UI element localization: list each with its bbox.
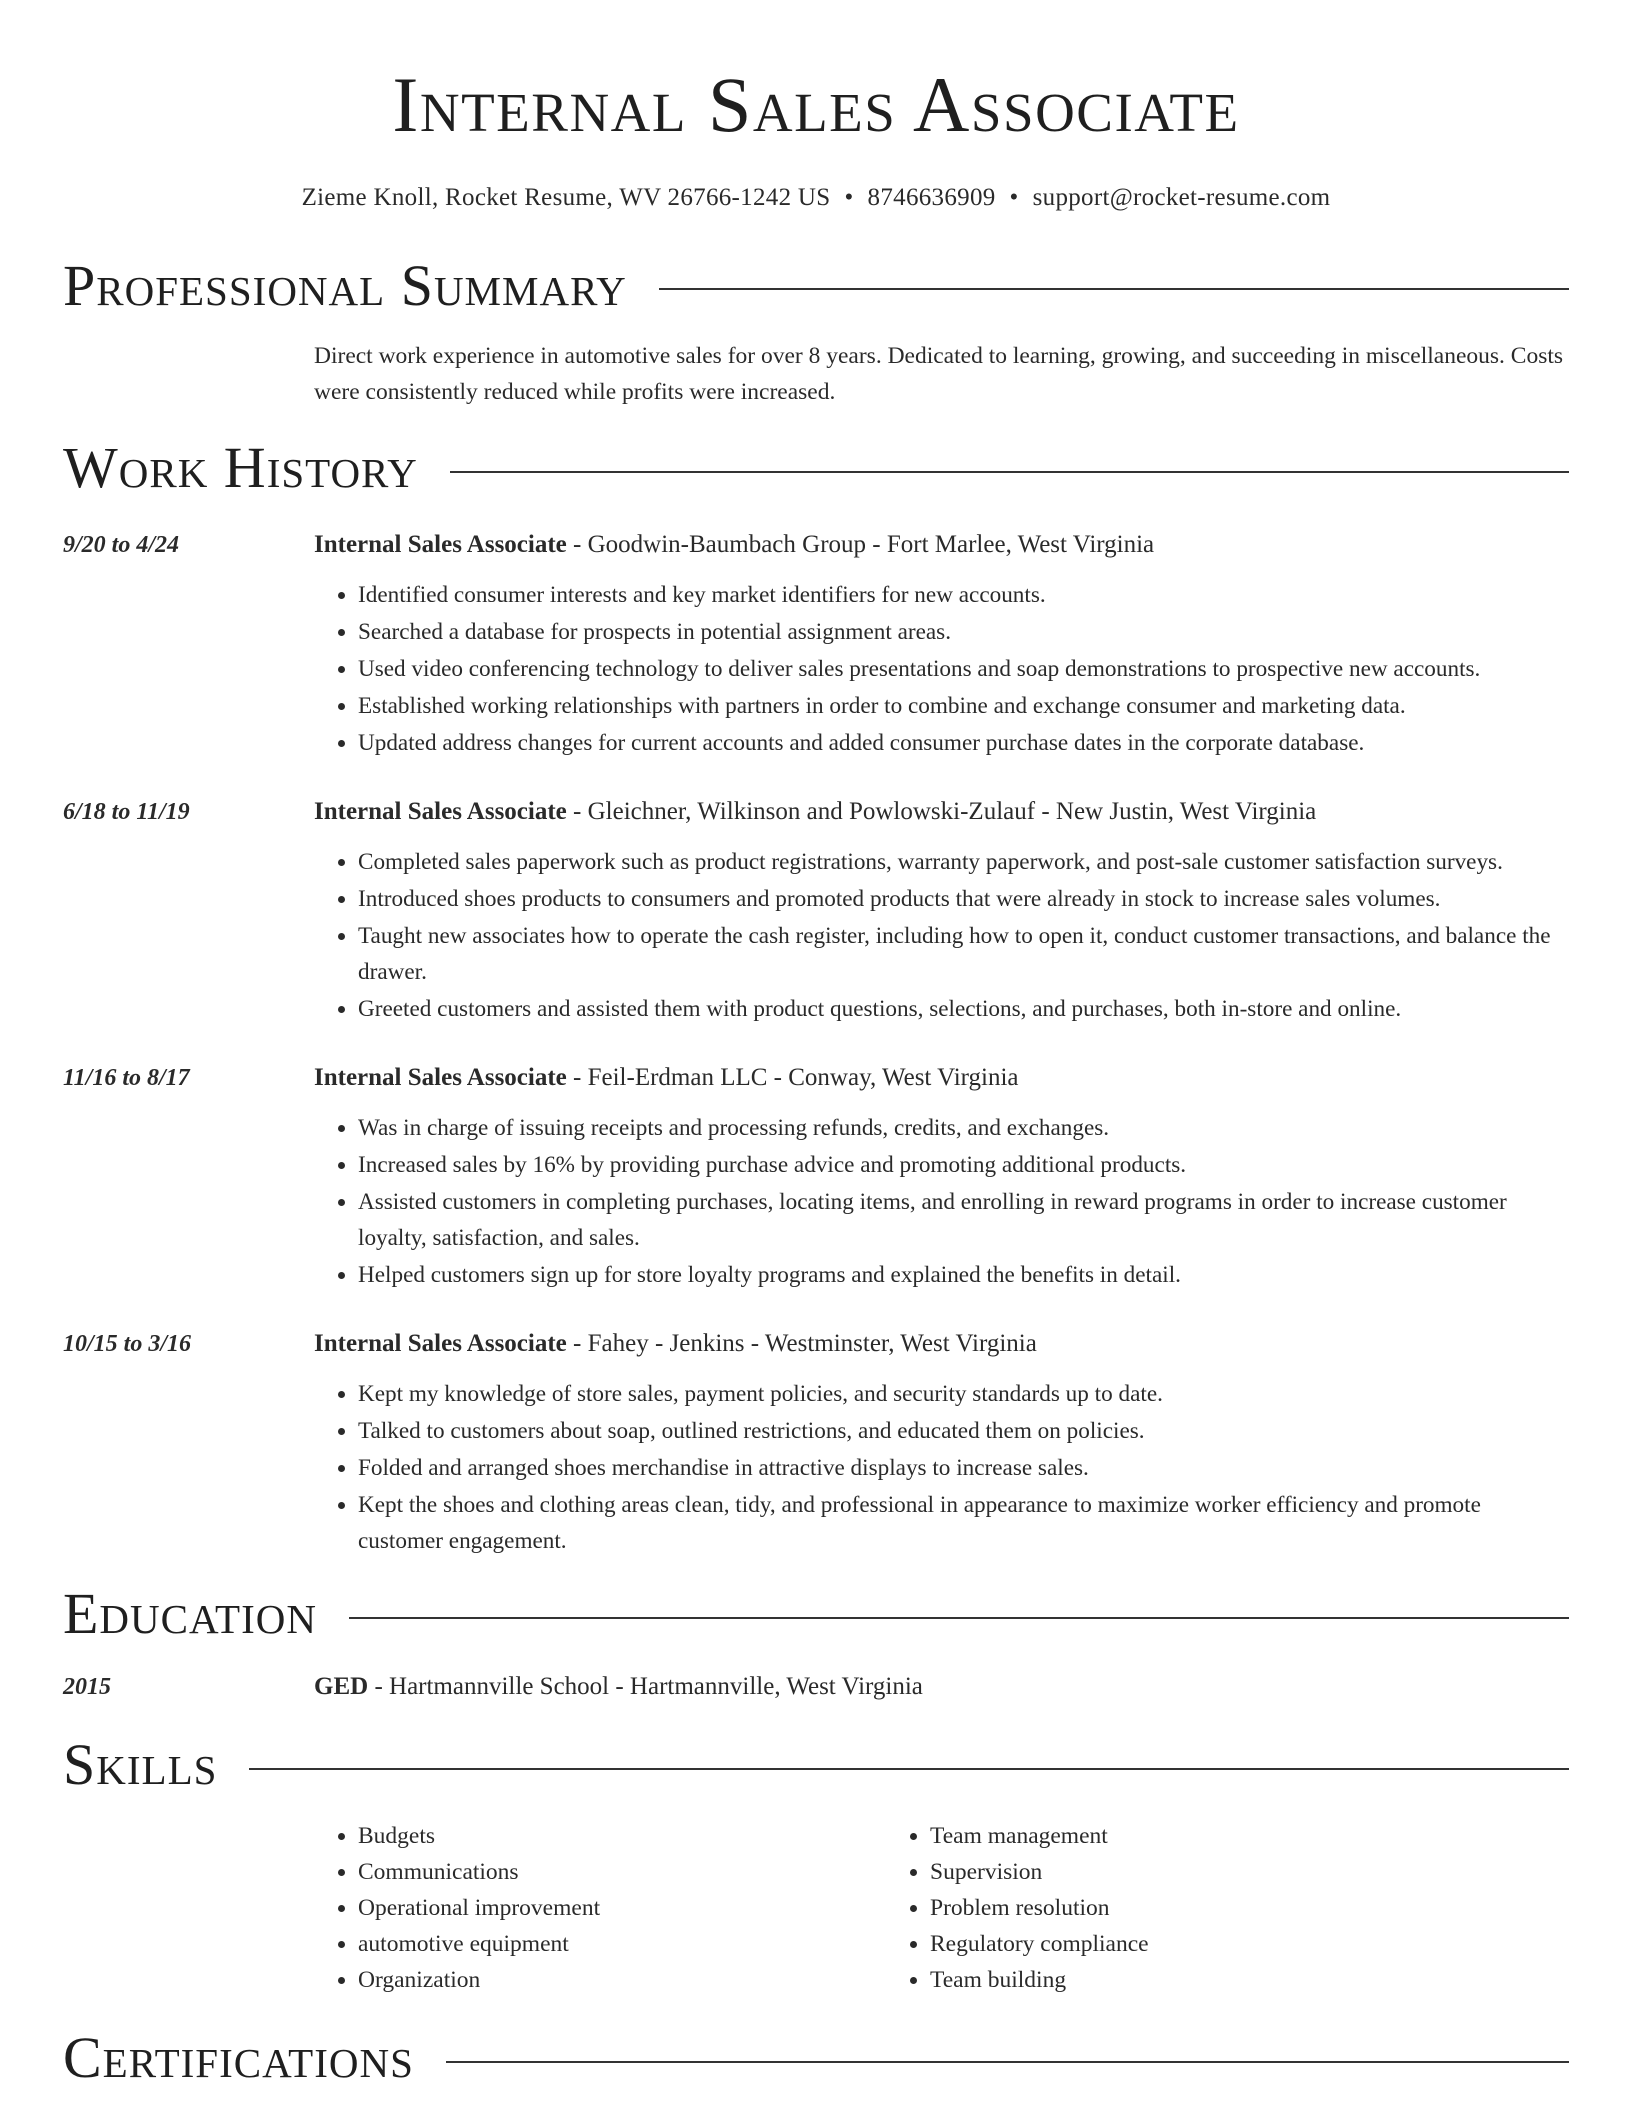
- job-bullet: • Greeted customers and assisted them with product questions, selections, and purchases, both in-store and online.: [358, 991, 1569, 1027]
- job-bullet: • Identified consumer interests and key market identifiers for new accounts.: [358, 577, 1569, 613]
- job-bullets: [314, 1110, 1569, 1293]
- job-bullet: • Updated address changes for current accounts and added consumer purchase dates in the corporate database.: [358, 725, 1569, 761]
- skill-item: • Operational improvement: [358, 1890, 886, 1926]
- section-title-skills: Skills: [63, 1732, 218, 1798]
- section-title-work: Work History: [63, 435, 418, 501]
- job-bullet: • Searched a database for prospects in potential assignment areas.: [358, 614, 1569, 650]
- job-bullets: [314, 577, 1569, 761]
- skill-item: • Budgets: [358, 1818, 886, 1854]
- skill-item: • Problem resolution: [930, 1890, 1458, 1926]
- section-title-summary: Professional Summary: [63, 252, 627, 318]
- job-title-line: [314, 794, 1569, 830]
- job-bullets: [314, 1376, 1569, 1559]
- section-title-education: Education: [63, 1581, 317, 1647]
- job-entry: [63, 794, 1569, 1028]
- job-role: Internal Sales Associate: [314, 531, 567, 559]
- skill-item: • automotive equipment: [358, 1926, 886, 1962]
- education-school: - Hartmannville School - Hartmannville, West Virginia: [368, 1673, 923, 1701]
- job-entry: [63, 1326, 1569, 1560]
- contact-line: [63, 184, 1569, 212]
- job-role: Internal Sales Associate: [314, 1330, 567, 1358]
- job-bullet: • Completed sales paperwork such as product registrations, warranty paperwork, and post-sale customer satisfaction surveys.: [358, 844, 1569, 880]
- job-bullet: • Established working relationships with partners in order to combine and exchange consumer and marketing data.: [358, 688, 1569, 724]
- job-bullet: • Folded and arranged shoes merchandise in attractive displays to increase sales.: [358, 1450, 1569, 1486]
- education-year: 2015: [63, 1674, 111, 1701]
- section-header-education: [63, 1581, 1569, 1647]
- education-entry: [63, 1669, 1569, 1705]
- job-bullet: • Kept the shoes and clothing areas clean, tidy, and professional in appearance to maximize worker efficiency and promote customer engagement.: [358, 1487, 1569, 1559]
- job-body: [314, 527, 1569, 762]
- job-employer: - Feil-Erdman LLC - Conway, West Virginia: [566, 1064, 1019, 1092]
- job-entry: [63, 1060, 1569, 1294]
- education-line: [314, 1669, 923, 1705]
- job-bullet: • Kept my knowledge of store sales, payment policies, and security standards up to date.: [358, 1376, 1569, 1412]
- job-dates: 10/15 to 3/16: [63, 1331, 192, 1358]
- contact-address: Zieme Knoll, Rocket Resume, WV 26766-1242 US: [301, 183, 831, 211]
- job-bullet: • Was in charge of issuing receipts and processing refunds, credits, and exchanges.: [358, 1110, 1569, 1146]
- job-title-line: [314, 1060, 1569, 1096]
- job-employer: - Goodwin-Baumbach Group - Fort Marlee, West Virginia: [566, 531, 1155, 559]
- job-bullet: • Helped customers sign up for store loyalty programs and explained the benefits in detail.: [358, 1257, 1569, 1293]
- job-bullet: • Assisted customers in completing purchases, locating items, and enrolling in reward programs in order to increase customer loyalty, satisfaction, and sales.: [358, 1184, 1569, 1256]
- skills-grid: [314, 1818, 1569, 1998]
- section-header-work: [63, 435, 1569, 501]
- section-header-certifications: [63, 2025, 1569, 2091]
- job-role: Internal Sales Associate: [314, 1064, 567, 1092]
- job-bullet: • Introduced shoes products to consumers and promoted products that were already in stock to increase sales volumes.: [358, 881, 1569, 917]
- section-rule: [659, 288, 1569, 290]
- resume-name-title: Internal Sales Associate: [392, 61, 1240, 148]
- job-bullet: • Used video conferencing technology to deliver sales presentations and soap demonstrations to prospective new accounts.: [358, 651, 1569, 687]
- contact-email: support@rocket-resume.com: [1032, 183, 1331, 211]
- contact-phone: 8746636909: [867, 183, 996, 211]
- skill-item: • Team building: [930, 1962, 1458, 1998]
- skill-item: • Team management: [930, 1818, 1458, 1854]
- section-rule: [349, 1617, 1569, 1619]
- education-degree: GED: [314, 1673, 369, 1701]
- job-dates: 6/18 to 11/19: [63, 799, 190, 826]
- section-rule: [450, 471, 1569, 473]
- job-bullets: [314, 844, 1569, 1027]
- contact-separator: •: [1009, 183, 1019, 211]
- job-role: Internal Sales Associate: [314, 798, 567, 826]
- job-body: [314, 1326, 1569, 1560]
- job-bullet: • Increased sales by 16% by providing purchase advice and promoting additional products.: [358, 1147, 1569, 1183]
- job-bullet: • Taught new associates how to operate the cash register, including how to open it, conduct customer transactions, and balance the drawer.: [358, 918, 1569, 990]
- job-title-line: [314, 527, 1569, 563]
- section-header-skills: [63, 1732, 1569, 1798]
- skill-item: • Supervision: [930, 1854, 1458, 1890]
- job-bullet: • Talked to customers about soap, outlined restrictions, and educated them on policies.: [358, 1413, 1569, 1449]
- job-entry: [63, 527, 1569, 762]
- job-employer: - Gleichner, Wilkinson and Powlowski-Zulauf - New Justin, West Virginia: [566, 798, 1317, 826]
- job-dates: 9/20 to 4/24: [63, 532, 180, 559]
- section-header-summary: [63, 252, 1569, 318]
- job-body: [314, 794, 1569, 1028]
- contact-separator: •: [844, 183, 854, 211]
- section-title-certifications: Certifications: [63, 2025, 414, 2091]
- skill-item: • Communications: [358, 1854, 886, 1890]
- section-rule: [446, 2061, 1569, 2063]
- job-dates: 11/16 to 8/17: [63, 1065, 190, 1092]
- summary-text: Direct work experience in automotive sales for over 8 years. Dedicated to learning, growing, and succeeding in miscellaneous. Costs were consistently reduced while profits were increased.: [314, 343, 1564, 406]
- skills-column-left: [314, 1818, 886, 1998]
- job-employer: - Fahey - Jenkins - Westminster, West Virginia: [566, 1330, 1037, 1358]
- job-title-line: [314, 1326, 1569, 1362]
- skills-column-right: [886, 1818, 1458, 1998]
- skill-item: • Regulatory compliance: [930, 1926, 1458, 1962]
- job-body: [314, 1060, 1569, 1294]
- skill-item: • Organization: [358, 1962, 886, 1998]
- section-rule: [249, 1768, 1569, 1770]
